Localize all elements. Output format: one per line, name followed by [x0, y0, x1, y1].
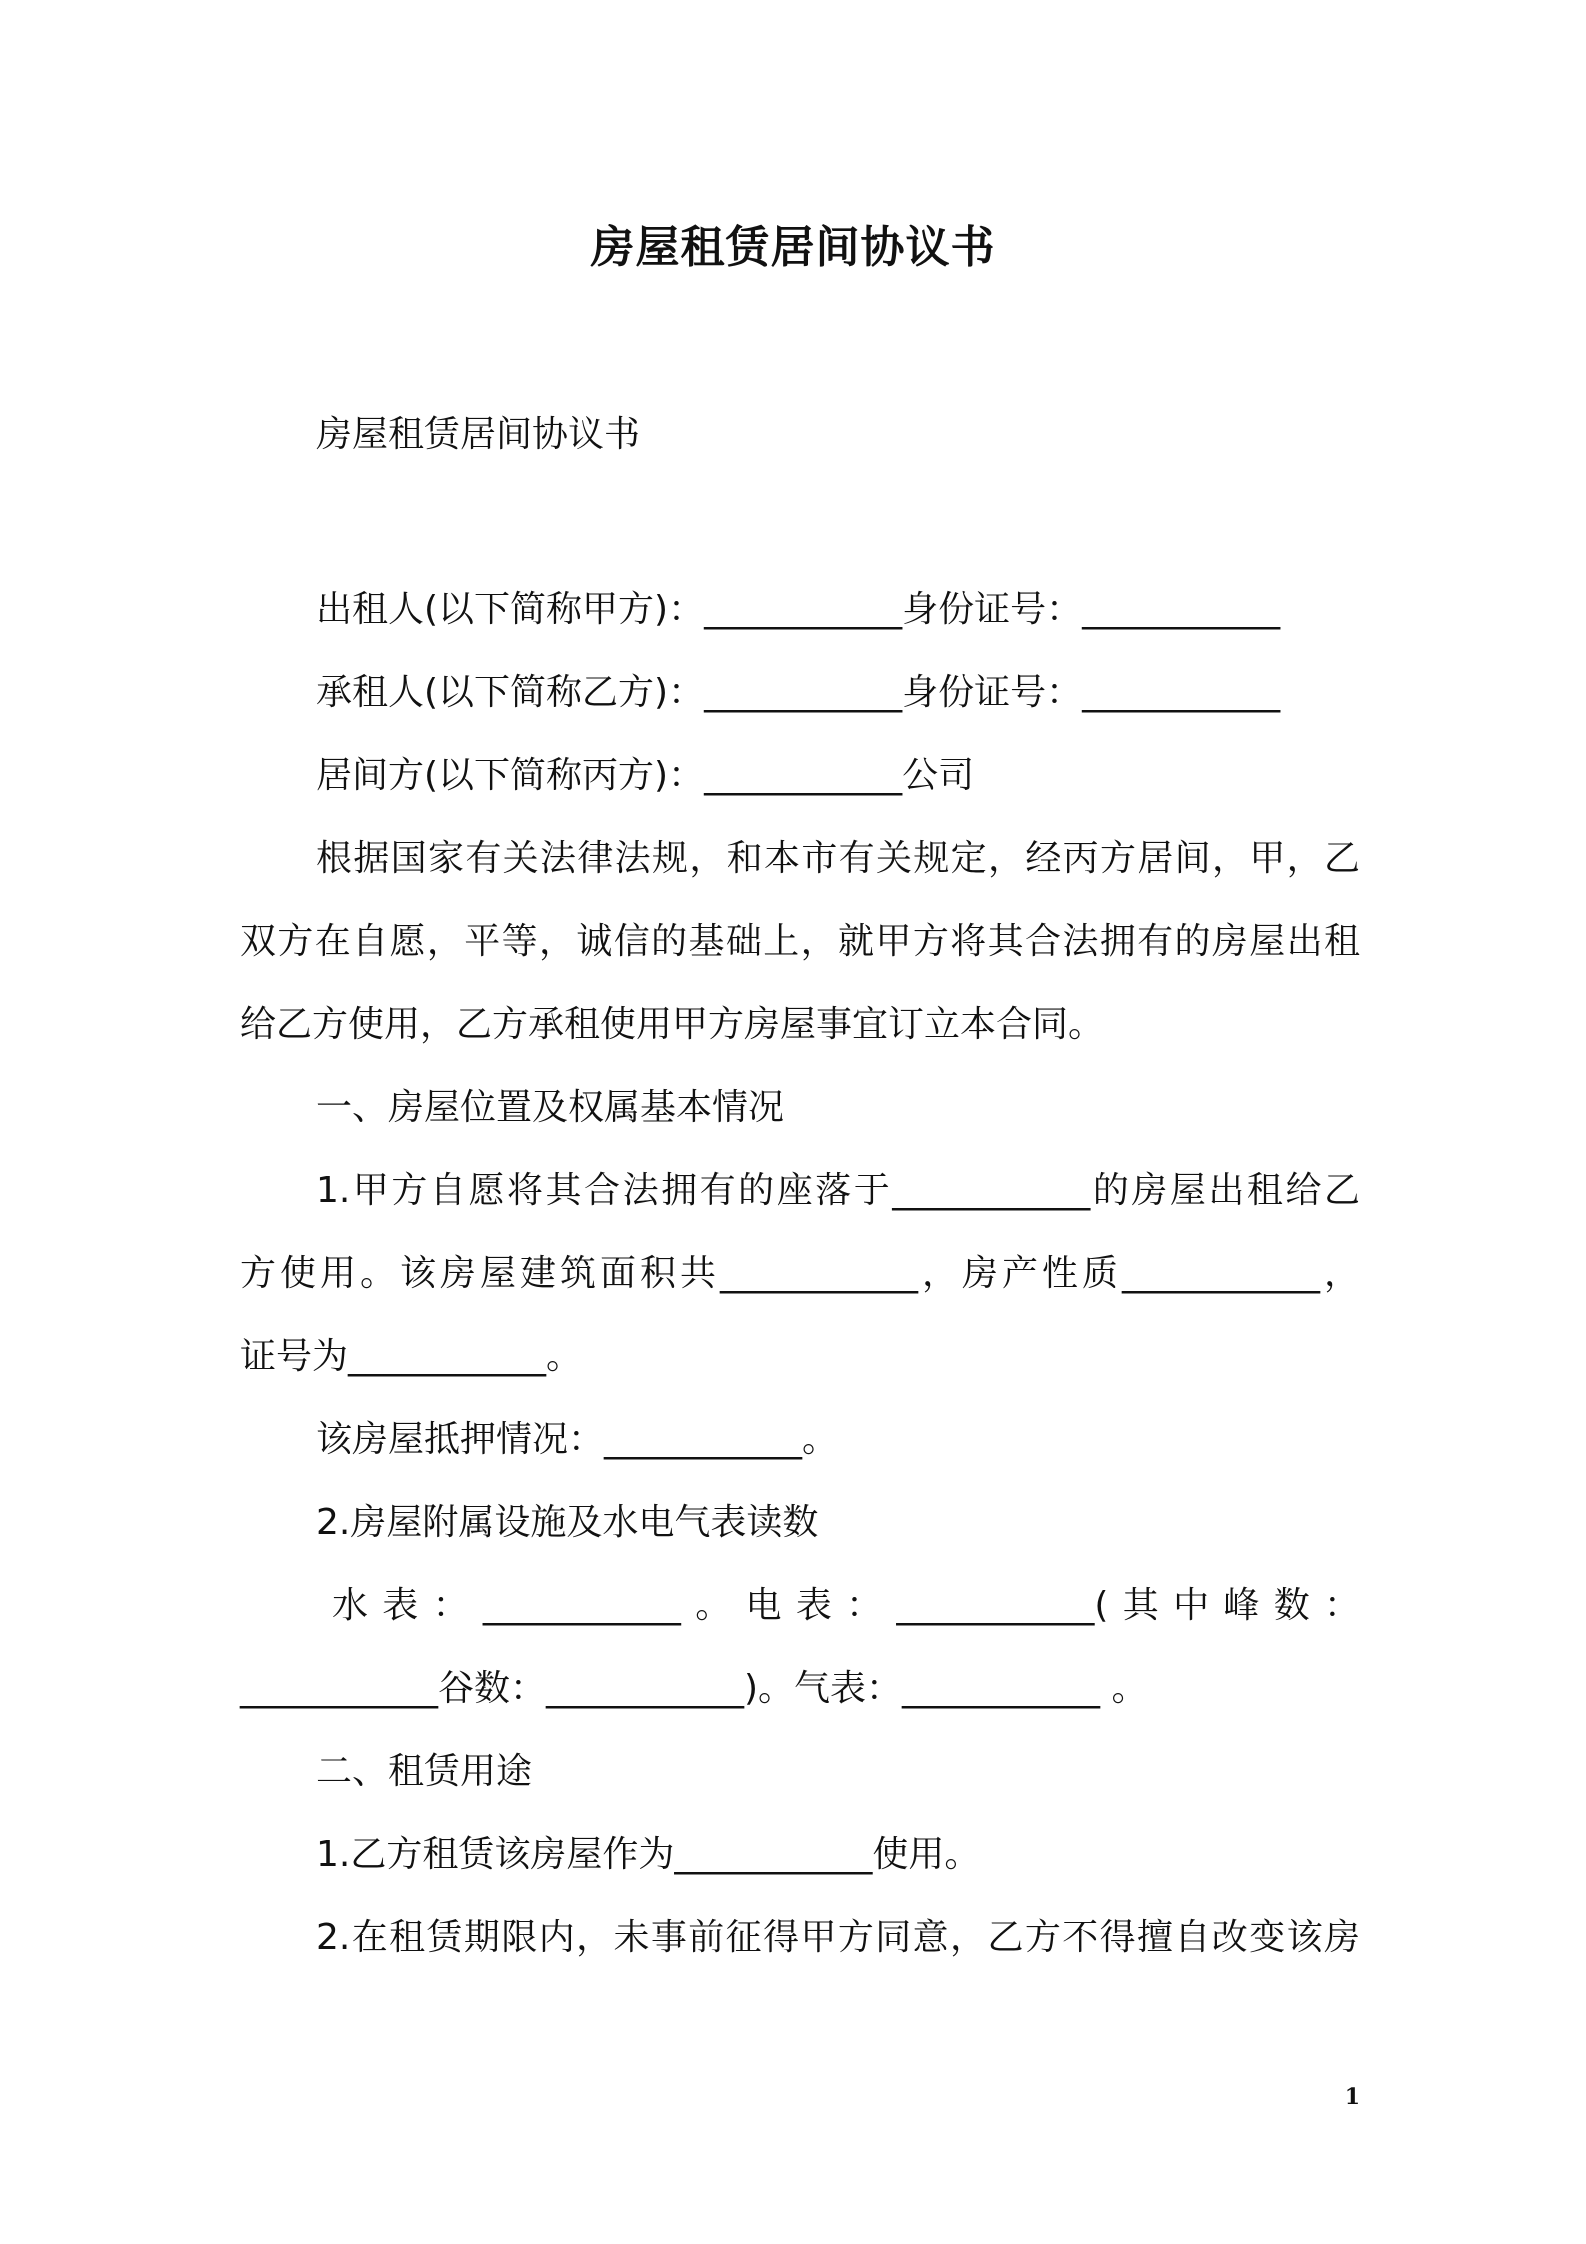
- page-number: 1: [1344, 2084, 1360, 2110]
- section1-heading: 一、房屋位置及权属基本情况: [316, 1087, 785, 1128]
- lessee-line: 承租人(以下简称乙方)：___________身份证号：___________: [316, 672, 1281, 713]
- section1-item1-line-1: 1.甲方自愿将其合法拥有的座落于___________的房屋出租给乙: [316, 1170, 1360, 1211]
- preamble-line-1: 根据国家有关法律法规，和本市有关规定，经丙方居间，甲，乙: [316, 838, 1360, 879]
- section2-item2: 2.在租赁期限内，未事前征得甲方同意，乙方不得擅自改变该房: [316, 1917, 1360, 1958]
- lessor-line: 出租人(以下简称甲方)：___________身份证号：___________: [316, 589, 1281, 630]
- intermediary-line: 居间方(以下简称丙方)：___________公司: [316, 755, 975, 796]
- preamble-line-2: 双方在自愿，平等，诚信的基础上，就甲方将其合法拥有的房屋出租: [240, 921, 1360, 962]
- section2-item1: 1.乙方租赁该房屋作为___________使用。: [316, 1834, 981, 1875]
- document-subtitle: 房屋租赁居间协议书: [316, 414, 641, 455]
- section1-item1-line-3: 证号为___________。: [240, 1336, 583, 1377]
- section1-item2-heading: 2.房屋附属设施及水电气表读数: [316, 1502, 819, 1543]
- document-title: 房屋租赁居间协议书: [590, 222, 996, 273]
- meters-line-1: 水表：___________。电表：___________(其中峰数：: [332, 1585, 1360, 1626]
- mortgage-line: 该房屋抵押情况：___________。: [316, 1419, 839, 1460]
- preamble-line-3: 给乙方使用，乙方承租使用甲方房屋事宜订立本合同。: [240, 1004, 1105, 1045]
- section1-item1-line-2: 方使用。该房屋建筑面积共___________，房产性质___________，: [240, 1253, 1360, 1294]
- meters-line-2: ___________谷数：___________)。气表：___________ 。: [240, 1668, 1148, 1709]
- section2-heading: 二、租赁用途: [316, 1751, 533, 1792]
